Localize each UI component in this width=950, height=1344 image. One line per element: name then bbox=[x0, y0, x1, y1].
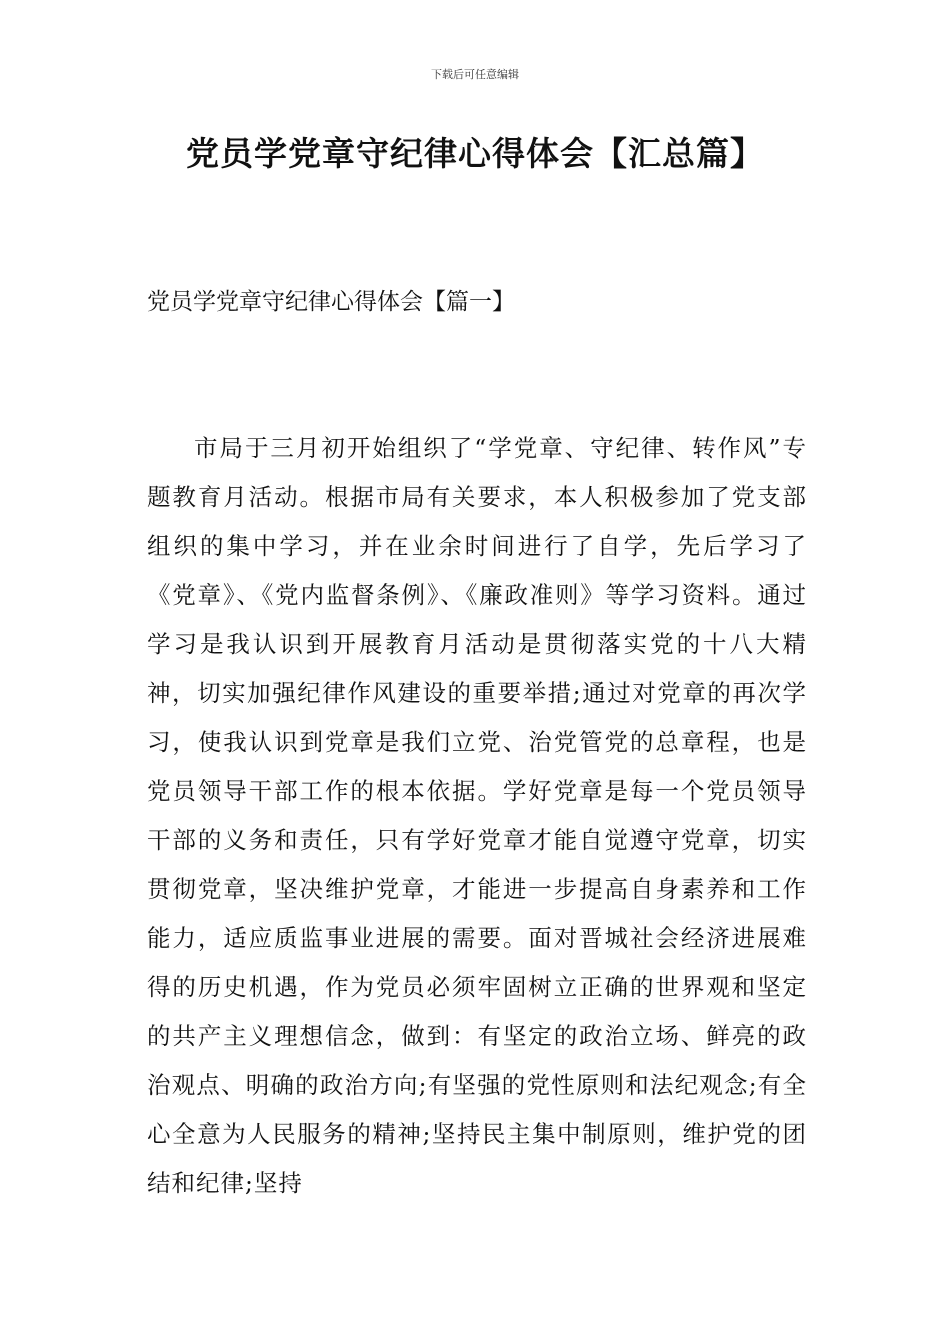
document-title: 党员学党章守纪律心得体会【汇总篇】 bbox=[186, 134, 764, 173]
body-paragraph: 市局于三月初开始组织了“学党章、守纪律、转作风”专题教育月活动。根据市局有关要求，本人积极参加了党支部组织的集中学习，并在业余时间进行了自学，先后学习了《党章》、《党内监督条例》、《廉政准则》等学习资料。通过学习是我认识到开展教育月活动是贯彻落实党的十八大精神，切实加强纪律作风建设的重要举措;通过对党章的再次学习，使我认识到党章是我们立党、治党管党的总章程，也是党员领导干部工作的根本依据。学好党章是每一个党员领导干部的义务和责任，只有学好党章才能自觉遵守党章，切实贯彻党章，坚决维护党章，才能进一步提高自身素养和工作能力，适应质监事业进展的需要。面对晋城社会经济进展难得的历史机遇，作为党员必须牢固树立正确的世界观和坚定的共产主义理想信念，做到：有坚定的政治立场、鲜亮的政治观点、明确的政治方向;有坚强的党性原则和法纪观念;有全心全意为人民服务的精神;坚持民主集中制原则，维护党的团结和纪律;坚持 bbox=[147, 434, 807, 1197]
header-note: 下载后可任意编辑 bbox=[431, 68, 519, 81]
section-heading: 党员学党章守纪律心得体会【篇一】 bbox=[147, 289, 515, 315]
